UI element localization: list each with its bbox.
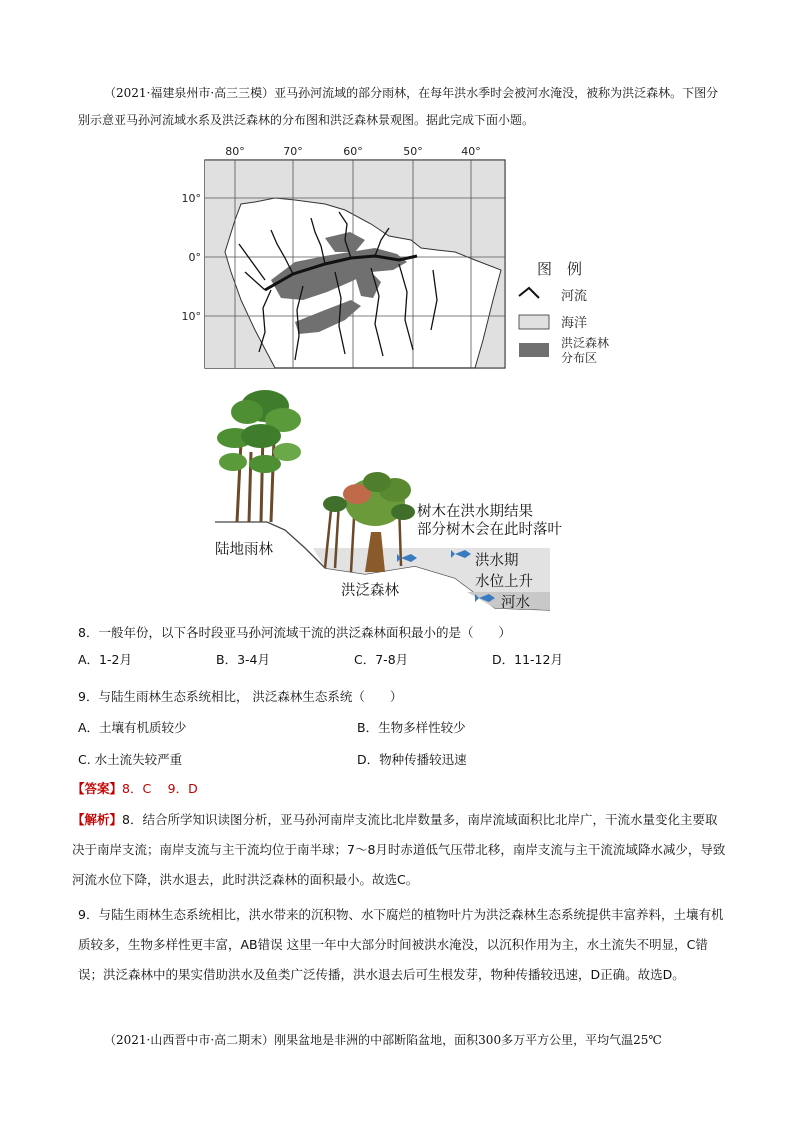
next-question-intro xyxy=(78,1027,728,1054)
answer-line xyxy=(72,775,722,802)
lat-label: 10° xyxy=(181,310,201,323)
footer-source: （2021·山西晋中市·高二期末） xyxy=(104,1033,275,1047)
q8-option-c: C．7-8月 xyxy=(354,652,409,667)
land-rainforest-label: 陆地雨林 xyxy=(215,542,273,558)
footer-text: 刚果盆地是非洲的中部断陷盆地，面积300多万平方公里，平均气温25℃ xyxy=(274,1033,662,1047)
note-line-1: 树木在洪水期结果 xyxy=(417,504,533,520)
flood-period-label: 洪水期 xyxy=(475,553,519,569)
q8-option-b: B．3-4月 xyxy=(216,652,270,667)
intro-text: 亚马孙河流域的部分雨林，在每年洪水季时会被河水淹没，被称为洪泛森林。下图分别示意亚马孙河流域水系及洪泛森林的分布图和洪泛森林景观图。据此完成下面小题。 xyxy=(78,86,719,127)
ocean-swatch xyxy=(519,315,549,329)
legend-label-ocean: 海洋 xyxy=(561,316,588,331)
legend-label-flood-forest-1: 洪泛森林 xyxy=(561,336,610,350)
intro-source: （2021·福建泉州市·高三三模） xyxy=(104,86,275,100)
q8-option-d: D．11-12月 xyxy=(492,652,563,667)
q8-option-a: A．1-2月 xyxy=(78,652,132,667)
question-9-stem: 9．与陆生雨林生态系统相比， 洪泛森林生态系统（ ） xyxy=(78,689,403,704)
flood-forest-label: 洪泛森林 xyxy=(341,583,399,599)
lon-label: 50° xyxy=(403,145,423,158)
intro-paragraph xyxy=(78,80,728,134)
map-legend xyxy=(519,260,609,365)
answer-text: 8．C 9．D xyxy=(122,781,198,796)
longitude-labels xyxy=(225,145,481,158)
q9-option-a: A．土壤有机质较少 xyxy=(78,720,187,735)
flood-forest-swatch xyxy=(519,343,549,357)
lon-label: 80° xyxy=(225,145,245,158)
analysis-tag: 【解析】 xyxy=(72,812,123,827)
legend-label-river: 河流 xyxy=(561,289,588,304)
lon-label: 70° xyxy=(283,145,303,158)
q9-option-c: C. 水土流失较严重 xyxy=(78,752,183,767)
answer-tag: 【答案】 xyxy=(72,781,123,796)
legend-title: 图 例 xyxy=(537,260,583,278)
analysis-q9: 9．与陆生雨林生态系统相比，洪水带来的沉积物、水下腐烂的植物叶片为洪泛森林生态系统提供丰富养料，土壤有机质较多，生物多样性更丰富，AB错误 这里一年中大部分时间被洪水淹没，以沉积作用为主，水土流失不明显，C错误；洪泛森林中的果实借助洪水及鱼类广泛传播，洪水退去后可生根发芽，物种传播较迅速，D正确。故选D。 xyxy=(78,907,724,982)
lat-label: 0° xyxy=(188,251,201,264)
flood-forest-trees xyxy=(323,472,415,572)
water-rise-label: 水位上升 xyxy=(475,574,533,590)
analysis-q8 xyxy=(72,805,728,895)
lon-label: 40° xyxy=(461,145,481,158)
amazon-map-figure xyxy=(175,140,655,375)
analysis-q8-text: 8．结合所学知识读图分析，亚马孙河南岸支流比北岸数量多，南岸流域面积比北岸广，干流水量变化主要取决于南岸支流；南岸支流与主干流均位于南半球；7～8月时赤道低气压带北移，南岸支流与主干流流域降水减少，导致河流水位下降，洪水退去，此时洪泛森林的面积最小。故选C。 xyxy=(72,812,726,887)
q9-option-d: D．物种传播较迅速 xyxy=(357,752,467,767)
latitude-labels xyxy=(182,192,202,323)
legend-label-flood-forest-2: 分布区 xyxy=(561,351,598,365)
question-8-stem: 8．一般年份，以下各时段亚马孙河流域干流的洪泛森林面积最小的是（ ） xyxy=(78,625,511,640)
river-water-label: 河水 xyxy=(501,595,530,611)
river-line-icon xyxy=(519,288,539,298)
lat-label: 10° xyxy=(181,192,201,205)
rainforest-trees xyxy=(217,390,301,522)
q9-option-b: B．生物多样性较少 xyxy=(357,720,466,735)
lon-label: 60° xyxy=(343,145,363,158)
note-line-2: 部分树木会在此时落叶 xyxy=(417,522,562,538)
flood-forest-landscape-figure xyxy=(205,382,605,616)
